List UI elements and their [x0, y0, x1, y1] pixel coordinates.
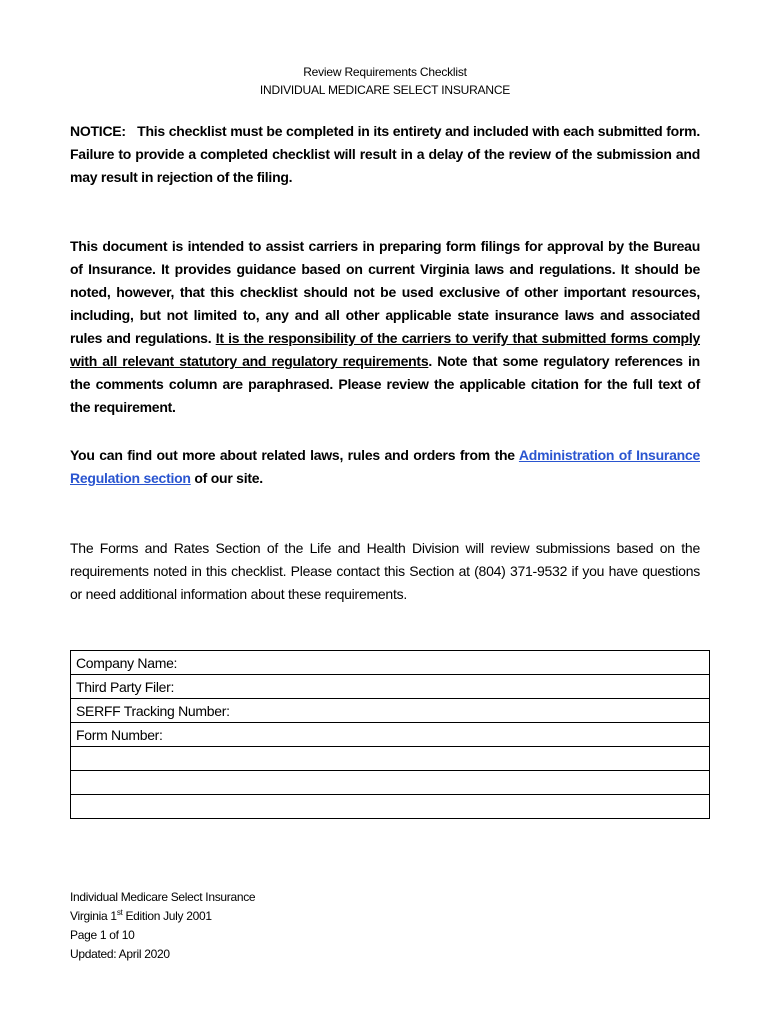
footer-edition-post: Edition July 2001 — [122, 909, 212, 923]
blank-row-field[interactable] — [71, 747, 710, 771]
table-row — [71, 747, 710, 771]
table-row — [71, 795, 710, 819]
third-party-filer-field[interactable]: Third Party Filer: — [71, 675, 710, 699]
intro-text-2: . Note that some regulatory references in the comments column are paraphrased. Please review the applicable citation for the full text of the requirement. — [70, 353, 700, 415]
more-info-text-before: You can find out more about related laws, rules and orders from the — [70, 447, 519, 463]
intro-paragraph — [70, 235, 700, 419]
table-row — [71, 699, 710, 723]
footer-document-name: Individual Medicare Select Insurance — [70, 890, 256, 904]
company-info-table — [70, 650, 710, 819]
blank-row-field[interactable] — [71, 795, 710, 819]
footer-updated-date: Updated: April 2020 — [70, 947, 170, 961]
blank-row-field[interactable] — [71, 771, 710, 795]
serff-tracking-number-field[interactable]: SERFF Tracking Number: — [71, 699, 710, 723]
intro-underlined-text: It is the responsibility of the carriers to verify that submitted forms comply with all relevant statutory and regulatory requirements — [70, 330, 700, 369]
intro-text-1: This document is intended to assist carriers in preparing form filings for approval by the Bureau of Insurance. It provides guidance based on current Virginia laws and regulations. It should be noted, however, that this checklist should not be used exclusive of other important resources, including, but not limited to, any and all other applicable state insurance laws and associated rules and regulations. — [70, 238, 700, 346]
notice-text: This checklist must be completed in its entirety and included with each submitted form. Failure to provide a completed checklist will result in a delay of the review of the submission and may result in rejection of the filing. — [70, 123, 700, 185]
administration-link[interactable]: Administration of Insurance Regulation section — [70, 447, 700, 486]
table-row — [71, 651, 710, 675]
more-info-text-after: of our site. — [190, 470, 263, 486]
table-row — [71, 723, 710, 747]
more-info-paragraph — [70, 444, 700, 490]
footer-edition — [70, 907, 255, 926]
company-name-field[interactable]: Company Name: — [71, 651, 710, 675]
footer-edition-sup: st — [116, 908, 123, 917]
form-number-field[interactable]: Form Number: — [71, 723, 710, 747]
page-footer — [70, 888, 255, 964]
checklist-subtitle: INDIVIDUAL MEDICARE SELECT INSURANCE — [259, 83, 511, 97]
footer-page-number: Page 1 of 10 — [70, 928, 135, 942]
checklist-title: Review Requirements Checklist — [303, 65, 467, 79]
table-row — [71, 675, 710, 699]
footer-edition-pre: Virginia 1 — [70, 909, 117, 923]
contact-paragraph: The Forms and Rates Section of the Life and Health Division will review submissions based on the requirements noted in this checklist. Please contact this Section at (804) 371-9532 if you have questions or need additional information about these requirements. — [70, 540, 700, 602]
notice-label: NOTICE: — [70, 123, 126, 139]
notice-paragraph — [70, 120, 700, 189]
table-row — [71, 771, 710, 795]
